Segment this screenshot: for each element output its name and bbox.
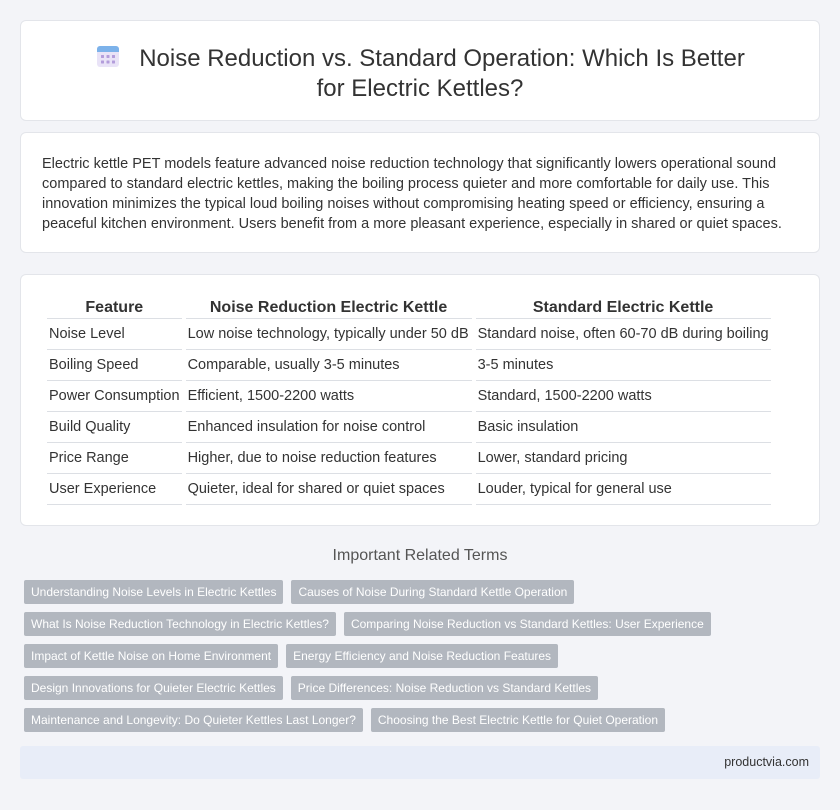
table-cell: Standard noise, often 60-70 dB during boiling <box>476 319 771 350</box>
table-cell: Standard, 1500-2200 watts <box>476 381 771 412</box>
footer <box>20 746 820 779</box>
tag-row <box>24 644 558 668</box>
table-cell: Lower, standard pricing <box>476 443 771 474</box>
header-standard: Standard Electric Kettle <box>476 293 771 319</box>
related-tag[interactable]: Comparing Noise Reduction vs Standard Kettles: User Experience <box>344 612 711 636</box>
table-cell: Power Consumption <box>47 381 182 412</box>
table-cell: Efficient, 1500-2200 watts <box>186 381 472 412</box>
table-cell: Boiling Speed <box>47 350 182 381</box>
tag-row <box>24 676 598 700</box>
comparison-card <box>20 274 820 526</box>
table-cell: Enhanced insulation for noise control <box>186 412 472 443</box>
table-header-row <box>47 293 771 319</box>
tag-row <box>24 708 665 732</box>
related-terms-heading: Important Related Terms <box>332 547 508 564</box>
page-title <box>21 43 819 104</box>
table-cell: User Experience <box>47 474 182 505</box>
page-title-text: Noise Reduction vs. Standard Operation: Which Is Better for Electric Kettles? <box>139 45 745 102</box>
table-row <box>47 350 771 381</box>
table-row <box>47 443 771 474</box>
table-cell: Price Range <box>47 443 182 474</box>
tag-row <box>24 580 574 604</box>
table-row <box>47 474 771 505</box>
table-cell: Higher, due to noise reduction features <box>186 443 472 474</box>
table-cell: Comparable, usually 3-5 minutes <box>186 350 472 381</box>
table-cell: Basic insulation <box>476 412 771 443</box>
table-cell: Quieter, ideal for shared or quiet spaces <box>186 474 472 505</box>
intro-text: Electric kettle PET models feature advanced noise reduction technology that significantly lowers operational sound compared to standard electric kettles, making the boiling process quieter and more comfortable for daily use. This innovation minimizes the typical loud boiling noises without compromising heating speed or efficiency, ensuring a peaceful kitchen environment. Users benefit from a more pleasant experience, especially in shared or quiet spaces. <box>42 156 782 232</box>
related-tag[interactable]: What Is Noise Reduction Technology in Electric Kettles? <box>24 612 336 636</box>
table-cell: Louder, typical for general use <box>476 474 771 505</box>
table-cell: Build Quality <box>47 412 182 443</box>
title-card <box>20 20 820 121</box>
tag-row <box>24 612 711 636</box>
calendar-icon <box>95 43 121 69</box>
comparison-table <box>43 293 775 505</box>
table-row <box>47 319 771 350</box>
table-cell: Low noise technology, typically under 50 dB <box>186 319 472 350</box>
intro-card <box>20 132 820 253</box>
footer-site-link[interactable]: productvia.com <box>724 755 809 769</box>
table-cell: Noise Level <box>47 319 182 350</box>
related-tag[interactable]: Impact of Kettle Noise on Home Environment <box>24 644 278 668</box>
related-tag[interactable]: Maintenance and Longevity: Do Quieter Kettles Last Longer? <box>24 708 363 732</box>
table-row <box>47 381 771 412</box>
header-feature: Feature <box>47 293 182 319</box>
table-row <box>47 412 771 443</box>
related-tag[interactable]: Understanding Noise Levels in Electric Kettles <box>24 580 283 604</box>
table-cell: 3-5 minutes <box>476 350 771 381</box>
related-tag[interactable]: Energy Efficiency and Noise Reduction Features <box>286 644 558 668</box>
related-tag[interactable]: Causes of Noise During Standard Kettle Operation <box>291 580 574 604</box>
header-noise-reduction: Noise Reduction Electric Kettle <box>186 293 472 319</box>
related-tag[interactable]: Design Innovations for Quieter Electric Kettles <box>24 676 283 700</box>
related-tag[interactable]: Price Differences: Noise Reduction vs Standard Kettles <box>291 676 598 700</box>
related-tag[interactable]: Choosing the Best Electric Kettle for Quiet Operation <box>371 708 665 732</box>
